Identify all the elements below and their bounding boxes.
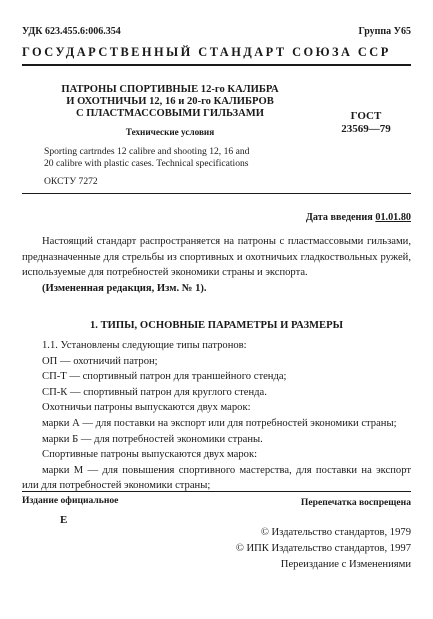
section-line: марки Б — для потребностей экономики страны. bbox=[42, 433, 263, 445]
title-line: И ОХОТНИЧЬИ 12, 16 и 20-го КАЛИБРОВ bbox=[66, 96, 274, 108]
title-block-rule bbox=[22, 193, 411, 194]
reprint-notice: Перепечатка воспрещена bbox=[300, 497, 411, 508]
title-line: ПАТРОНЫ СПОРТИВНЫЕ 12-го КАЛИБРА bbox=[61, 84, 279, 95]
english-title-line: Sporting cartrndes 12 calibre and shooting 12, 16 and bbox=[44, 146, 250, 157]
revision-note: (Измененная редакция, Изм. № 1). bbox=[42, 282, 207, 294]
document-subtitle: Технические условия bbox=[125, 127, 215, 137]
group-code: Группа У65 bbox=[358, 26, 411, 37]
okstu-code: ОКСТУ 7272 bbox=[44, 176, 98, 187]
reissue-note: Переиздание с Изменениями bbox=[280, 559, 411, 570]
english-title-line: 20 calibre with plastic cases. Technical specifications bbox=[44, 158, 249, 170]
footer-rule bbox=[22, 491, 411, 492]
udc-code: УДК 623.455.6:006.354 bbox=[22, 26, 121, 37]
section-line: ОП — охотничий патрон; bbox=[42, 355, 158, 367]
section-line: СП-Т — спортивный патрон для траншейного стенда; bbox=[42, 371, 287, 383]
intro-paragraph: Настоящий стандарт распространяется на патроны с пластмассовыми гильзами, предназначенные для стрельбы из спортивных и охотничьих гладкоствольных ружей, используемые для потребностей экономики страны и экспорта. bbox=[22, 236, 411, 279]
standard-title: ГОСУДАРСТВЕННЫЙ СТАНДАРТ СОЮЗА ССР bbox=[22, 45, 391, 59]
section-line: 1.1. Установлены следующие типы патронов: bbox=[42, 340, 247, 351]
intro-date-label: Дата введения bbox=[305, 212, 373, 223]
copyright-line: © ИПК Издательство стандартов, 1997 bbox=[235, 543, 411, 554]
copyright-block bbox=[236, 525, 411, 573]
official-edition: Издание официальное bbox=[22, 495, 119, 506]
section-heading: 1. ТИПЫ, ОСНОВНЫЕ ПАРАМЕТРЫ И РАЗМЕРЫ bbox=[90, 320, 343, 331]
intro-date-value: 01.01.80 bbox=[375, 212, 411, 223]
edition-letter: E bbox=[60, 514, 68, 526]
section1-body bbox=[22, 338, 411, 494]
copyright-line: © Издательство стандартов, 1979 bbox=[260, 527, 411, 538]
header-rule bbox=[22, 64, 411, 66]
section-line: Охотничьи патроны выпускаются двух марок: bbox=[42, 402, 251, 414]
title-line: С ПЛАСТМАССОВЫМИ ГИЛЬЗАМИ bbox=[75, 108, 265, 120]
section-line: марки А — для поставки на экспорт или для потребностей экономики страны; bbox=[42, 417, 397, 429]
gost-number: 23569—79 bbox=[341, 123, 391, 135]
intro-date bbox=[306, 212, 411, 223]
section-line: марки М — для повышения спортивного мастерства, для поставки на экспорт или для потребностей экономики страны; bbox=[22, 464, 411, 492]
english-title bbox=[44, 146, 249, 170]
intro-section bbox=[22, 234, 411, 296]
section-line: СП-К — спортивный патрон для круглого стенда. bbox=[42, 386, 267, 398]
document-title bbox=[55, 84, 285, 121]
gost-label: ГОСТ bbox=[350, 110, 382, 122]
section-line: Спортивные патроны выпускаются двух марок: bbox=[42, 449, 258, 461]
